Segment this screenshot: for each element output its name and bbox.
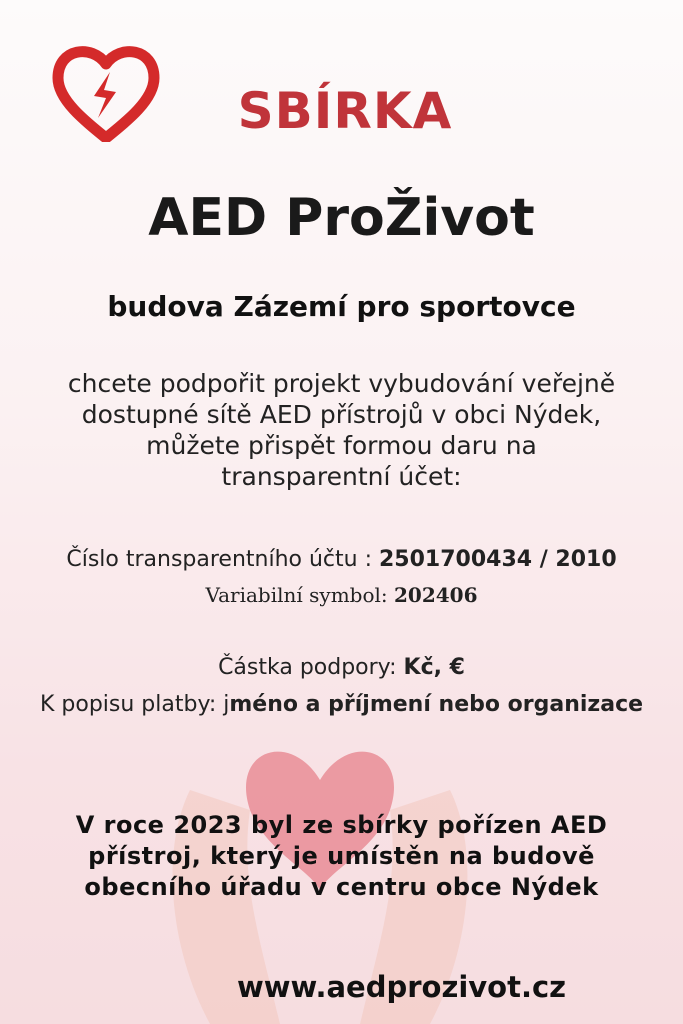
amount-line bbox=[0, 655, 683, 680]
intro-text: chcete podpořit projekt vybudování veřejně dostupné sítě AED přístrojů v obci Nýdek, můžete přispět formou daru na transparentní účet: bbox=[67, 369, 616, 491]
variable-symbol-line bbox=[0, 583, 683, 607]
account-line bbox=[0, 547, 683, 572]
amount-value: Kč, € bbox=[403, 655, 465, 680]
website-link[interactable]: www.aedprozivot.cz bbox=[236, 970, 567, 1004]
subtitle: budova Zázemí pro sportovce bbox=[107, 290, 576, 323]
variable-symbol-value: 202406 bbox=[394, 583, 478, 607]
project-name: AED ProŽivot bbox=[148, 188, 535, 248]
payment-description-line bbox=[0, 692, 683, 717]
page-title: SBÍRKA bbox=[237, 82, 453, 140]
account-number: 2501700434 / 2010 bbox=[378, 547, 617, 572]
account-label: Číslo transparentního účtu : bbox=[66, 547, 379, 572]
payment-description-value: méno a příjmení nebo organizace bbox=[229, 692, 644, 717]
variable-symbol-label: Variabilní symbol: bbox=[205, 583, 394, 607]
payment-description-label: K popisu platby: j bbox=[39, 692, 230, 717]
note-text: V roce 2023 byl ze sbírky pořízen AED přístroj, který je umístěn na budově obecního úřadu v centru obce Nýdek bbox=[75, 811, 608, 901]
amount-label: Částka podpory: bbox=[218, 655, 404, 680]
